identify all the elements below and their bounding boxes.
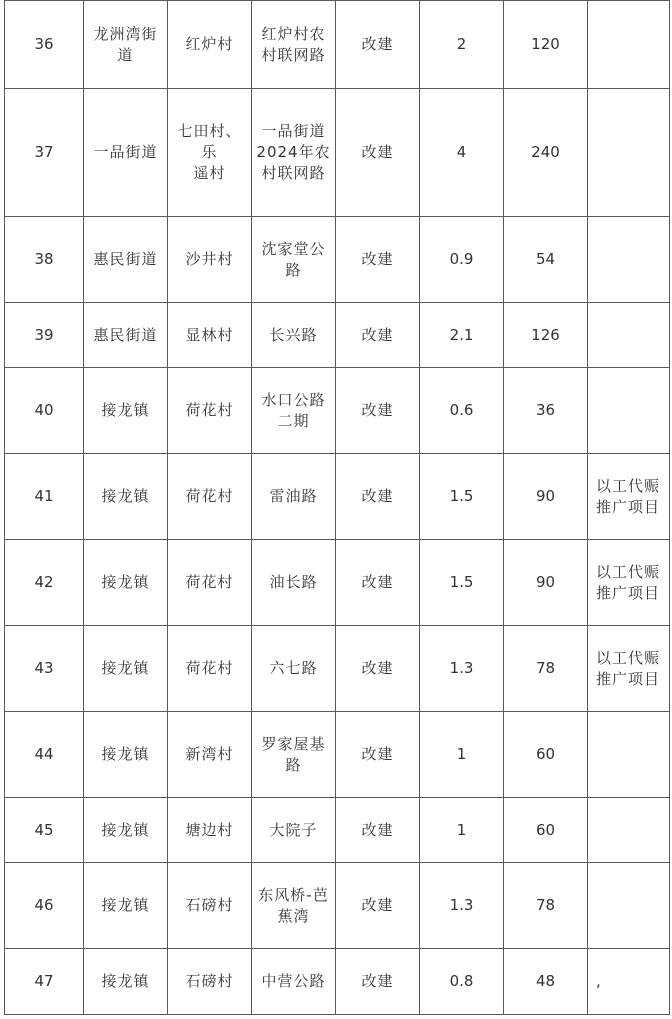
no-text: 46 bbox=[34, 896, 54, 914]
length-text: 2.1 bbox=[449, 325, 474, 344]
village-text: 石磅村 bbox=[185, 896, 234, 914]
project-text: 一品街道 2024年农 村联网路 bbox=[256, 122, 331, 182]
no-text: 37 bbox=[34, 143, 54, 161]
cell-no bbox=[5, 368, 84, 454]
cell-length bbox=[420, 89, 504, 217]
cell-street bbox=[84, 712, 168, 798]
no-text: 40 bbox=[34, 401, 54, 419]
cell-funds bbox=[504, 540, 588, 626]
length-text: 4 bbox=[456, 143, 467, 161]
cell-village bbox=[168, 798, 252, 863]
table-row bbox=[5, 303, 670, 368]
cell-village bbox=[168, 217, 252, 303]
cell-project bbox=[252, 798, 336, 863]
street-text: 接龙镇 bbox=[101, 573, 150, 591]
street-text: 惠民街道 bbox=[93, 325, 158, 344]
cell-length bbox=[420, 454, 504, 540]
project-text: 东风桥-芭 蕉湾 bbox=[258, 885, 329, 925]
project-text: 大院子 bbox=[269, 820, 318, 839]
length-text: 1 bbox=[456, 820, 467, 839]
table-row bbox=[5, 368, 670, 454]
no-text: 44 bbox=[34, 745, 54, 763]
cell-project bbox=[252, 949, 336, 1015]
funds-text: 36 bbox=[535, 401, 556, 419]
funds-text: 120 bbox=[531, 35, 560, 53]
cell-note bbox=[588, 217, 670, 303]
no-text: 41 bbox=[34, 487, 54, 505]
cell-length bbox=[420, 712, 504, 798]
length-text: 1.3 bbox=[449, 659, 474, 677]
cell-village bbox=[168, 454, 252, 540]
cell-type bbox=[336, 798, 420, 863]
cell-note bbox=[588, 540, 670, 626]
no-text: 36 bbox=[34, 35, 54, 53]
cell-length bbox=[420, 863, 504, 949]
street-text: 接龙镇 bbox=[101, 972, 150, 990]
project-text: 沈家堂公 路 bbox=[261, 239, 326, 279]
length-text: 0.6 bbox=[449, 401, 474, 419]
cell-project bbox=[252, 368, 336, 454]
cell-street bbox=[84, 540, 168, 626]
no-text: 39 bbox=[34, 325, 54, 344]
type-text: 改建 bbox=[361, 250, 394, 268]
project-text: 中营公路 bbox=[261, 972, 326, 990]
cell-note bbox=[588, 368, 670, 454]
street-text: 惠民街道 bbox=[93, 250, 158, 268]
street-text: 龙洲湾街 道 bbox=[93, 24, 158, 64]
cell-type bbox=[336, 863, 420, 949]
table-row bbox=[5, 1, 670, 89]
no-text: 43 bbox=[34, 659, 54, 677]
type-text: 改建 bbox=[361, 972, 394, 990]
cell-project bbox=[252, 863, 336, 949]
cell-note bbox=[588, 863, 670, 949]
village-text: 荷花村 bbox=[185, 401, 234, 419]
type-text: 改建 bbox=[361, 143, 394, 161]
cell-village bbox=[168, 863, 252, 949]
project-text: 六七路 bbox=[269, 659, 318, 677]
cell-project bbox=[252, 540, 336, 626]
cell-note bbox=[588, 712, 670, 798]
cell-funds bbox=[504, 626, 588, 712]
village-text: 新湾村 bbox=[185, 745, 234, 763]
funds-text: 90 bbox=[535, 573, 556, 591]
no-text: 42 bbox=[34, 573, 54, 591]
cell-project bbox=[252, 1, 336, 89]
type-text: 改建 bbox=[361, 573, 394, 591]
note-text: , bbox=[596, 972, 602, 990]
village-text: 石磅村 bbox=[185, 972, 234, 990]
cell-type bbox=[336, 1, 420, 89]
no-text: 45 bbox=[34, 820, 54, 839]
cell-no bbox=[5, 540, 84, 626]
cell-no bbox=[5, 863, 84, 949]
cell-no bbox=[5, 798, 84, 863]
funds-text: 126 bbox=[531, 325, 560, 344]
table-row bbox=[5, 863, 670, 949]
table-row bbox=[5, 798, 670, 863]
road-project-table bbox=[4, 0, 670, 1015]
cell-note bbox=[588, 1, 670, 89]
length-text: 2 bbox=[456, 35, 467, 53]
no-text: 38 bbox=[34, 250, 54, 268]
cell-street bbox=[84, 368, 168, 454]
table-row bbox=[5, 949, 670, 1015]
cell-note bbox=[588, 303, 670, 368]
village-text: 沙井村 bbox=[185, 250, 234, 268]
cell-no bbox=[5, 949, 84, 1015]
type-text: 改建 bbox=[361, 896, 394, 914]
cell-length bbox=[420, 626, 504, 712]
village-text: 荷花村 bbox=[185, 573, 234, 591]
project-text: 雷油路 bbox=[269, 487, 318, 505]
cell-funds bbox=[504, 712, 588, 798]
village-text: 显林村 bbox=[185, 325, 234, 344]
cell-village bbox=[168, 540, 252, 626]
cell-street bbox=[84, 1, 168, 89]
table-row bbox=[5, 712, 670, 798]
cell-type bbox=[336, 949, 420, 1015]
cell-funds bbox=[504, 863, 588, 949]
cell-street bbox=[84, 89, 168, 217]
cell-street bbox=[84, 454, 168, 540]
village-text: 红炉村 bbox=[185, 35, 234, 53]
cell-note bbox=[588, 626, 670, 712]
table-row bbox=[5, 217, 670, 303]
cell-type bbox=[336, 626, 420, 712]
project-text: 红炉村农 村联网路 bbox=[261, 24, 326, 64]
cell-project bbox=[252, 89, 336, 217]
cell-street bbox=[84, 798, 168, 863]
length-text: 1 bbox=[456, 745, 467, 763]
type-text: 改建 bbox=[361, 35, 394, 53]
street-text: 一品街道 bbox=[93, 143, 158, 161]
funds-text: 54 bbox=[535, 250, 556, 268]
village-text: 七田村、乐 遥村 bbox=[177, 122, 242, 182]
table-row bbox=[5, 89, 670, 217]
length-text: 1.5 bbox=[449, 487, 474, 505]
cell-street bbox=[84, 303, 168, 368]
cell-street bbox=[84, 863, 168, 949]
cell-note bbox=[588, 798, 670, 863]
cell-funds bbox=[504, 949, 588, 1015]
cell-project bbox=[252, 454, 336, 540]
table-row bbox=[5, 626, 670, 712]
cell-funds bbox=[504, 217, 588, 303]
cell-village bbox=[168, 89, 252, 217]
cell-type bbox=[336, 454, 420, 540]
funds-text: 90 bbox=[535, 487, 556, 505]
village-text: 荷花村 bbox=[185, 659, 234, 677]
cell-note bbox=[588, 89, 670, 217]
street-text: 接龙镇 bbox=[101, 401, 150, 419]
cell-street bbox=[84, 626, 168, 712]
cell-no bbox=[5, 303, 84, 368]
cell-type bbox=[336, 89, 420, 217]
cell-funds bbox=[504, 1, 588, 89]
street-text: 接龙镇 bbox=[101, 745, 150, 763]
street-text: 接龙镇 bbox=[101, 487, 150, 505]
note-text: 以工代赈 推广项目 bbox=[596, 562, 661, 602]
cell-type bbox=[336, 368, 420, 454]
cell-village bbox=[168, 368, 252, 454]
cell-length bbox=[420, 217, 504, 303]
project-text: 油长路 bbox=[269, 573, 318, 591]
length-text: 0.9 bbox=[449, 250, 474, 268]
cell-street bbox=[84, 217, 168, 303]
cell-no bbox=[5, 217, 84, 303]
cell-street bbox=[84, 949, 168, 1015]
project-text: 水口公路 二期 bbox=[261, 390, 326, 430]
funds-text: 78 bbox=[535, 896, 556, 914]
cell-no bbox=[5, 89, 84, 217]
type-text: 改建 bbox=[361, 325, 394, 344]
table-body bbox=[5, 1, 670, 1015]
cell-length bbox=[420, 1, 504, 89]
cell-project bbox=[252, 626, 336, 712]
type-text: 改建 bbox=[361, 820, 394, 839]
project-text: 长兴路 bbox=[269, 325, 318, 344]
village-text: 塘边村 bbox=[185, 820, 234, 839]
street-text: 接龙镇 bbox=[101, 896, 150, 914]
table-row bbox=[5, 540, 670, 626]
cell-note bbox=[588, 949, 670, 1015]
funds-text: 48 bbox=[535, 972, 556, 990]
cell-length bbox=[420, 368, 504, 454]
funds-text: 240 bbox=[531, 143, 560, 161]
length-text: 1.3 bbox=[449, 896, 474, 914]
cell-length bbox=[420, 303, 504, 368]
table-row bbox=[5, 454, 670, 540]
cell-project bbox=[252, 303, 336, 368]
cell-no bbox=[5, 626, 84, 712]
cell-funds bbox=[504, 303, 588, 368]
length-text: 0.8 bbox=[449, 972, 474, 990]
cell-no bbox=[5, 1, 84, 89]
street-text: 接龙镇 bbox=[101, 659, 150, 677]
cell-length bbox=[420, 798, 504, 863]
type-text: 改建 bbox=[361, 401, 394, 419]
cell-funds bbox=[504, 454, 588, 540]
cell-village bbox=[168, 303, 252, 368]
village-text: 荷花村 bbox=[185, 487, 234, 505]
cell-no bbox=[5, 454, 84, 540]
cell-funds bbox=[504, 368, 588, 454]
type-text: 改建 bbox=[361, 487, 394, 505]
cell-funds bbox=[504, 89, 588, 217]
funds-text: 60 bbox=[535, 745, 556, 763]
cell-village bbox=[168, 1, 252, 89]
cell-village bbox=[168, 949, 252, 1015]
note-text: 以工代赈 推广项目 bbox=[596, 648, 661, 688]
cell-type bbox=[336, 712, 420, 798]
cell-funds bbox=[504, 798, 588, 863]
length-text: 1.5 bbox=[449, 573, 474, 591]
funds-text: 78 bbox=[535, 659, 556, 677]
cell-length bbox=[420, 949, 504, 1015]
cell-village bbox=[168, 626, 252, 712]
cell-type bbox=[336, 217, 420, 303]
cell-project bbox=[252, 712, 336, 798]
cell-village bbox=[168, 712, 252, 798]
type-text: 改建 bbox=[361, 659, 394, 677]
funds-text: 60 bbox=[535, 820, 556, 839]
cell-type bbox=[336, 303, 420, 368]
cell-project bbox=[252, 217, 336, 303]
cell-length bbox=[420, 540, 504, 626]
note-text: 以工代赈 推广项目 bbox=[596, 476, 661, 516]
cell-no bbox=[5, 712, 84, 798]
type-text: 改建 bbox=[361, 745, 394, 763]
cell-note bbox=[588, 454, 670, 540]
project-text: 罗家屋基 路 bbox=[261, 734, 326, 774]
street-text: 接龙镇 bbox=[101, 820, 150, 839]
cell-type bbox=[336, 540, 420, 626]
no-text: 47 bbox=[34, 972, 54, 990]
